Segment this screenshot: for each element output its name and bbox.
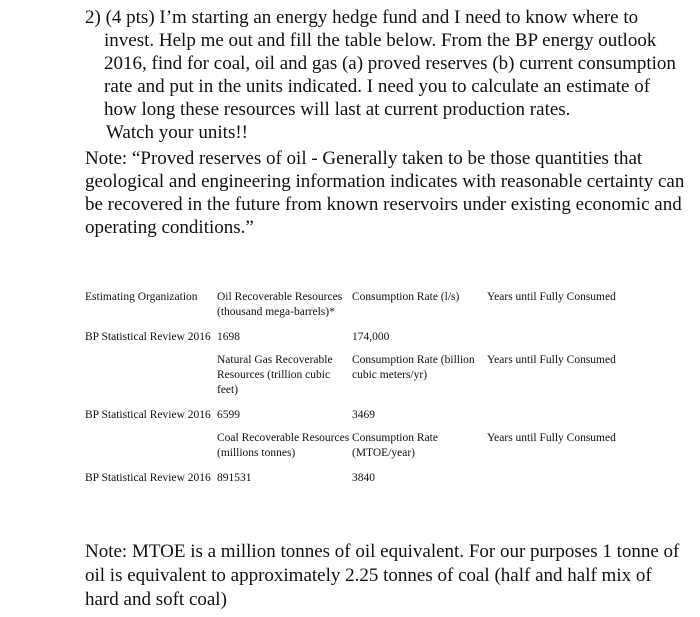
gas-years-cell[interactable] — [487, 408, 617, 431]
coal-resource-cell: 891531 — [217, 472, 252, 484]
gas-years-header: Years until Fully Consumed — [487, 354, 616, 366]
question-intro: 2) (4 pts) I’m starting an energy hedge fund and I need to know where to invest. Help me out and fill the table below. From the BP energy outlook 2016, find for coal, oil and gas (a) proved reserves (b) current consumption rate and put in the units indicated. I need you to calculate an estimate of how long these resources will last at current production rates. — [85, 7, 676, 120]
gas-resource-cell: 6599 — [217, 409, 240, 421]
oil-resource-header: Oil Recoverable Resources (thousand mega-barrels)* — [217, 291, 343, 318]
coal-years-header: Years until Fully Consumed — [487, 432, 616, 444]
oil-years-header: Years until Fully Consumed — [487, 291, 616, 303]
coal-years-cell[interactable] — [487, 471, 617, 494]
table-row — [85, 408, 617, 431]
table-header-row — [85, 353, 617, 408]
watch-units: Watch your units!! — [106, 122, 248, 143]
oil-rate-header: Consumption Rate (l/s) — [352, 291, 460, 303]
mtoe-note: Note: MTOE is a million tonnes of oil equivalent. For our purposes 1 tonne of oil is equivalent to approximately 2.25 tonnes of coal (half and half mix of hard and soft coal) — [85, 541, 680, 610]
org-cell: BP Statistical Review 2016 — [85, 472, 211, 484]
proved-reserves-note: Note: “Proved reserves of oil - Generally taken to be those quantities that geological and engineering information indicates with reasonable certainty can be recovered in the future from known reservoirs under existing economic and operating conditions.” — [85, 148, 685, 238]
oil-years-cell[interactable] — [487, 330, 617, 353]
energy-table — [85, 290, 617, 494]
org-cell: BP Statistical Review 2016 — [85, 331, 211, 343]
org-header: Estimating Organization — [85, 291, 198, 303]
table-header-row — [85, 290, 617, 330]
oil-rate-cell: 174,000 — [352, 331, 390, 343]
gas-resource-header: Natural Gas Recoverable Resources (trillion cubic feet) — [217, 354, 333, 396]
table-row — [85, 471, 617, 494]
table-row — [85, 330, 617, 353]
gas-rate-header: Consumption Rate (billion cubic meters/yr) — [352, 354, 475, 381]
org-cell: BP Statistical Review 2016 — [85, 409, 211, 421]
coal-resource-header: Coal Recoverable Resources (millions tonnes) — [217, 432, 350, 459]
gas-rate-cell: 3469 — [352, 409, 375, 421]
coal-rate-cell: 3840 — [352, 472, 375, 484]
table-header-row — [85, 431, 617, 471]
question-text — [85, 6, 685, 239]
coal-rate-header: Consumption Rate (MTOE/year) — [352, 432, 438, 459]
oil-resource-cell: 1698 — [217, 331, 240, 343]
